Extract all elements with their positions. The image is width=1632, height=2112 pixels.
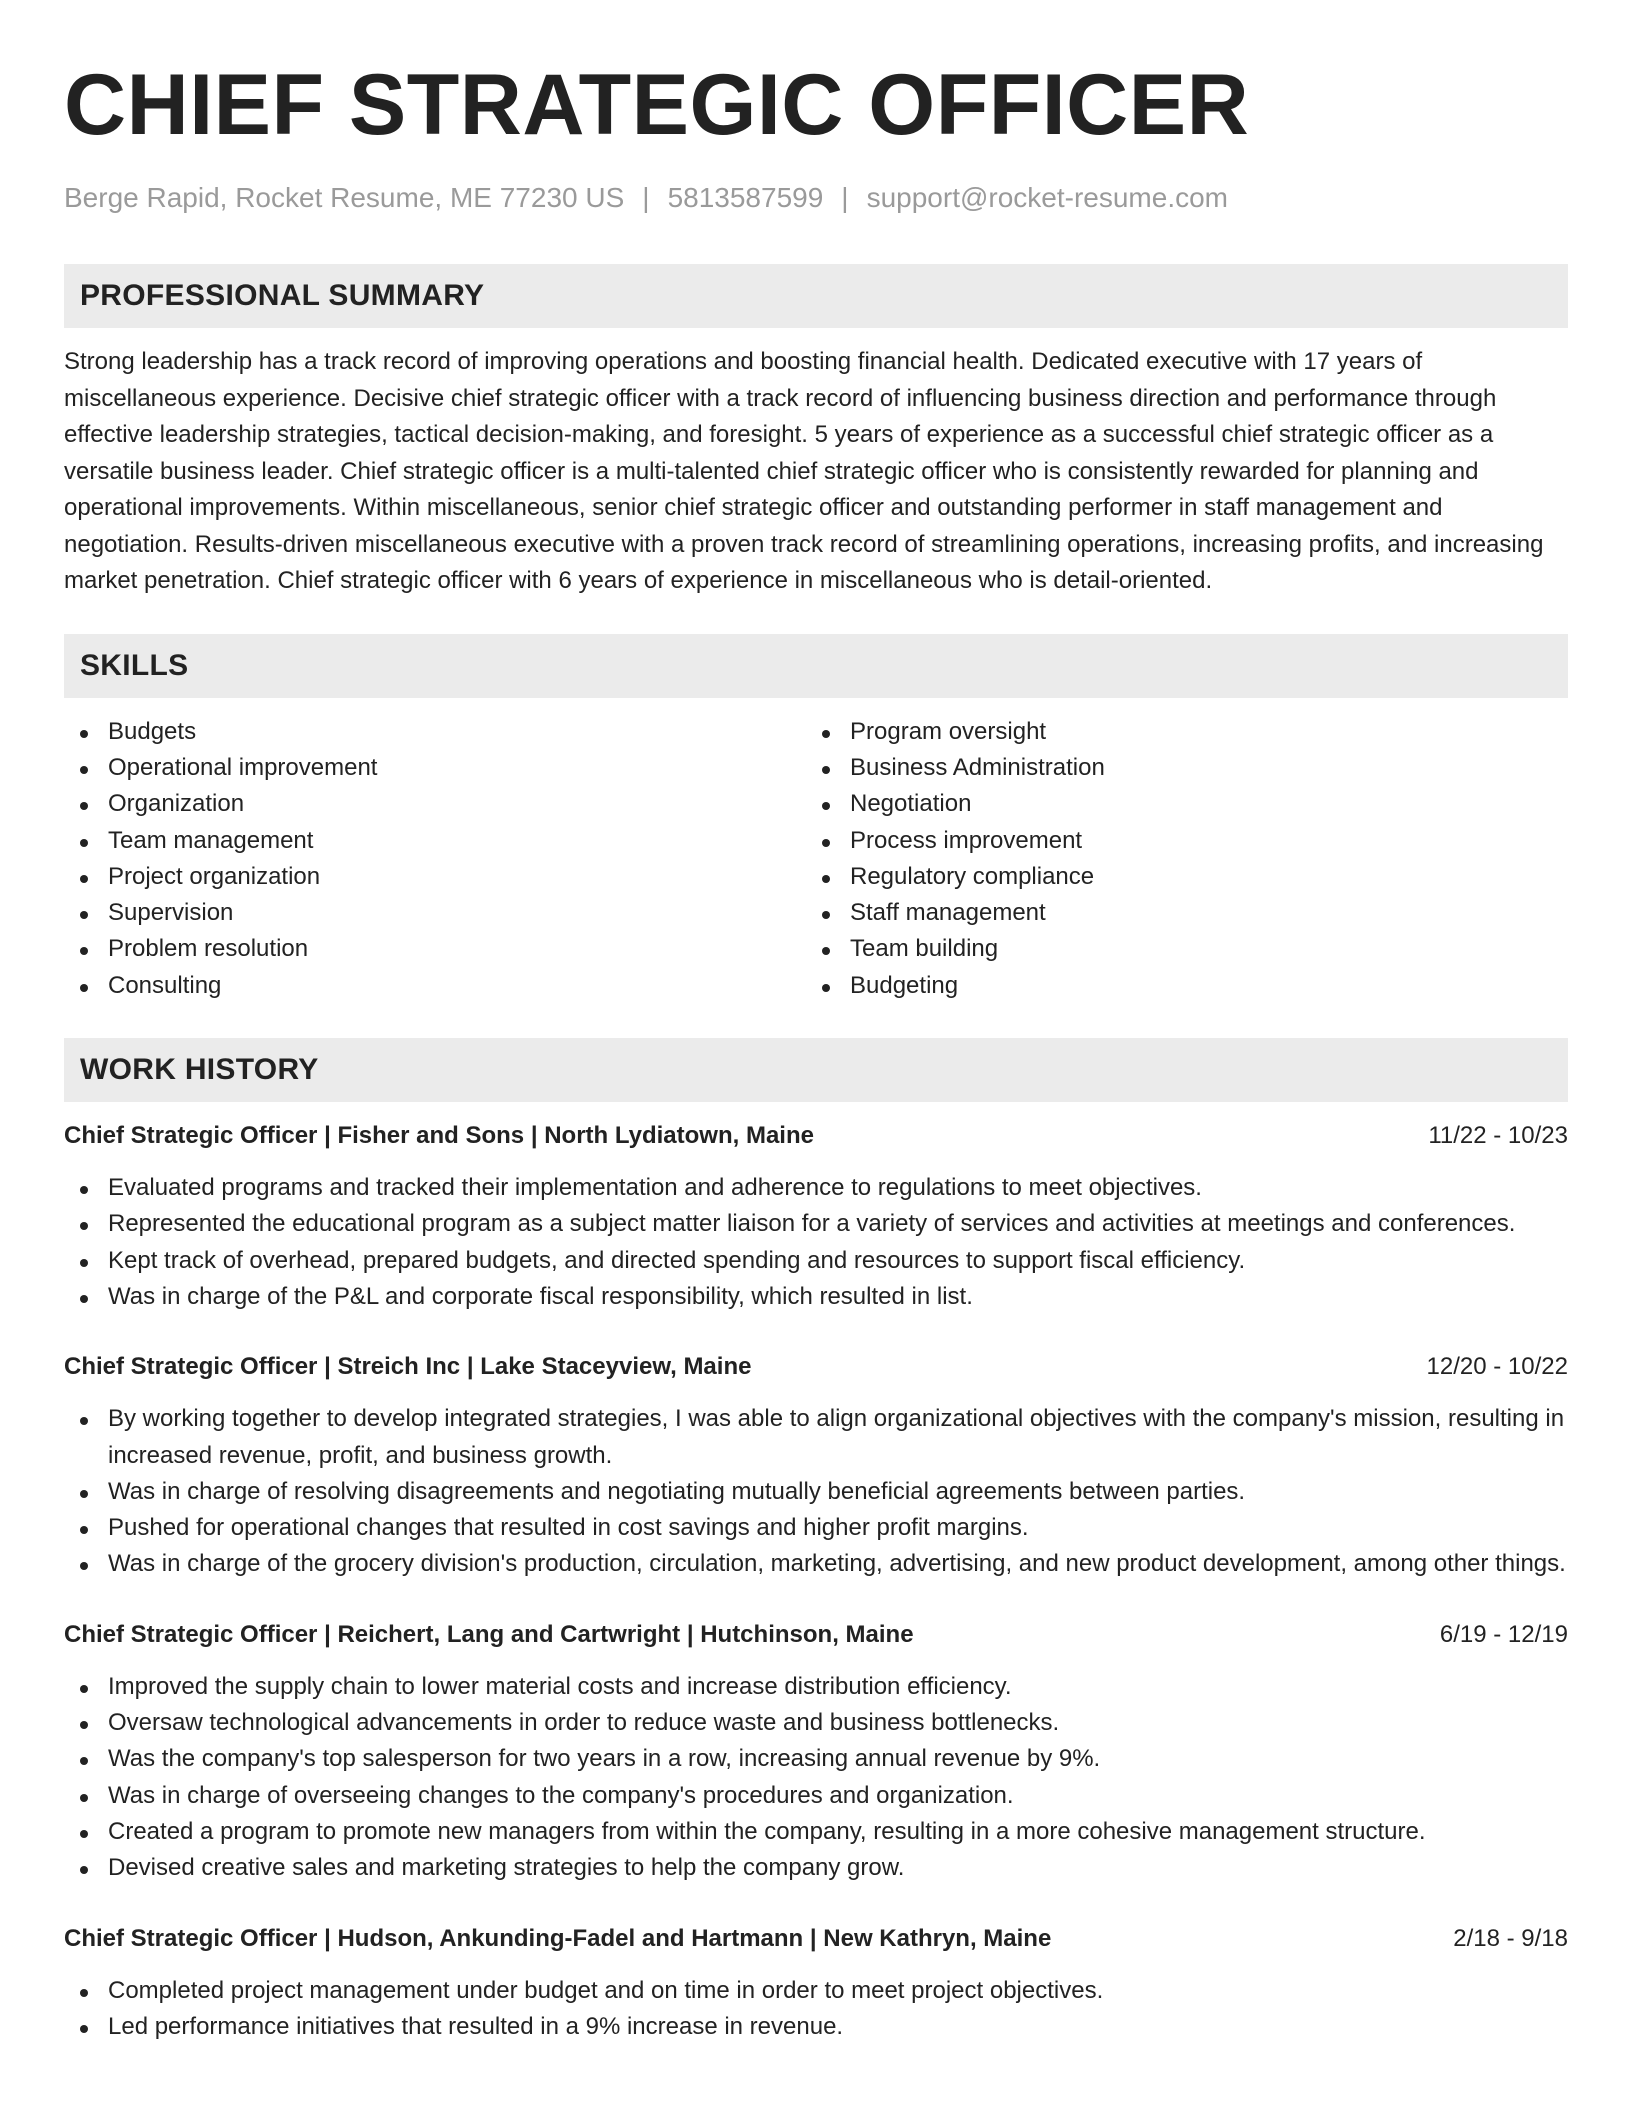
job-bullet: Evaluated programs and tracked their implementation and adherence to regulations to meet objectives. — [64, 1170, 1568, 1206]
job-dates: 11/22 - 10/23 — [1428, 1122, 1568, 1150]
skill-item: Problem resolution — [64, 931, 806, 967]
job-bullet: Was in charge of overseeing changes to the company's procedures and organization. — [64, 1778, 1568, 1814]
contact-address: Berge Rapid, Rocket Resume, ME 77230 US — [64, 181, 625, 213]
job-title: Chief Strategic Officer | Streich Inc | Lake Staceyview, Maine — [64, 1353, 752, 1381]
job-bullet: Kept track of overhead, prepared budgets, and directed spending and resources to support fiscal efficiency. — [64, 1243, 1568, 1279]
skill-item: Budgeting — [806, 968, 1548, 1004]
job-bullet: Created a program to promote new managers from within the company, resulting in a more cohesive management structure. — [64, 1814, 1568, 1850]
skill-item: Project organization — [64, 859, 806, 895]
contact-phone: 5813587599 — [667, 181, 824, 213]
section-heading-summary: PROFESSIONAL SUMMARY — [64, 264, 1568, 328]
job-bullet: Was the company's top salesperson for two years in a row, increasing annual revenue by 9%. — [64, 1741, 1568, 1777]
summary-paragraph: Strong leadership has a track record of improving operations and boosting financial health. Dedicated executive with 17 years of miscellaneous experience. Decisive chief strategic officer with a track record of influencing business direction and performance through effective leadership strategies, tactical decision-making, and foresight. 5 years of experience as a successful chief strategic officer as a versatile business leader. Chief strategic officer is a multi-talented chief strategic officer who is consistently rewarded for planning and operational improvements. Within miscellaneous, senior chief strategic officer and outstanding performer in staff management and negotiation. Results-driven miscellaneous executive with a proven track record of streamlining operations, increasing profits, and increasing market penetration. Chief strategic officer with 6 years of experience in miscellaneous who is detail-oriented. — [64, 348, 1544, 595]
job-entry — [64, 1921, 1568, 2046]
job-dates: 12/20 - 10/22 — [1426, 1353, 1568, 1381]
job-entry — [64, 1118, 1568, 1315]
job-header — [64, 1921, 1568, 1957]
job-bullet: Was in charge of resolving disagreements and negotiating mutually beneficial agreements between parties. — [64, 1474, 1568, 1510]
job-bullets — [64, 1170, 1568, 1315]
job-bullet: Devised creative sales and marketing strategies to help the company grow. — [64, 1850, 1568, 1886]
resume-title: CHIEF STRATEGIC OFFICER — [64, 57, 1250, 153]
job-bullet: Improved the supply chain to lower material costs and increase distribution efficiency. — [64, 1669, 1568, 1705]
job-entry — [64, 1349, 1568, 1582]
job-bullets — [64, 1401, 1568, 1582]
contact-line — [64, 181, 1568, 215]
job-bullets — [64, 1973, 1568, 2046]
skill-item: Operational improvement — [64, 750, 806, 786]
skill-item: Business Administration — [806, 750, 1548, 786]
skill-item: Staff management — [806, 895, 1548, 931]
skills-list — [64, 714, 1568, 1004]
job-bullet: Completed project management under budget and on time in order to meet project objectives. — [64, 1973, 1568, 2009]
section-heading-skills: SKILLS — [64, 634, 1568, 698]
job-header — [64, 1617, 1568, 1653]
skill-item: Organization — [64, 786, 806, 822]
job-header — [64, 1349, 1568, 1385]
job-dates: 6/19 - 12/19 — [1439, 1620, 1568, 1648]
skill-item: Team building — [806, 931, 1548, 967]
contact-separator: | — [642, 181, 650, 213]
job-header — [64, 1118, 1568, 1154]
skill-item: Negotiation — [806, 786, 1548, 822]
skill-item: Budgets — [64, 714, 806, 750]
contact-separator: | — [841, 181, 849, 213]
job-bullet: By working together to develop integrated strategies, I was able to align organizational objectives with the company's mission, resulting in increased revenue, profit, and business growth. — [64, 1401, 1568, 1474]
job-title: Chief Strategic Officer | Reichert, Lang and Cartwright | Hutchinson, Maine — [64, 1620, 914, 1648]
job-bullet: Led performance initiatives that resulted in a 9% increase in revenue. — [64, 2009, 1568, 2045]
job-bullet: Pushed for operational changes that resulted in cost savings and higher profit margins. — [64, 1510, 1568, 1546]
skills-column-left — [64, 714, 806, 1004]
contact-email: support@rocket-resume.com — [866, 181, 1229, 213]
skill-item: Regulatory compliance — [806, 859, 1548, 895]
job-bullet: Represented the educational program as a subject matter liaison for a variety of services and activities at meetings and conferences. — [64, 1206, 1568, 1242]
job-dates: 2/18 - 9/18 — [1453, 1924, 1568, 1952]
skill-item: Consulting — [64, 968, 806, 1004]
skill-item: Supervision — [64, 895, 806, 931]
job-title: Chief Strategic Officer | Fisher and Sons | North Lydiatown, Maine — [64, 1122, 814, 1150]
job-entry — [64, 1617, 1568, 1887]
job-bullet: Was in charge of the grocery division's production, circulation, marketing, advertising, and new product development, among other things. — [64, 1546, 1568, 1582]
skill-item: Program oversight — [806, 714, 1548, 750]
job-bullet: Oversaw technological advancements in order to reduce waste and business bottlenecks. — [64, 1705, 1568, 1741]
section-heading-work-history: WORK HISTORY — [64, 1038, 1568, 1102]
job-title: Chief Strategic Officer | Hudson, Ankunding-Fadel and Hartmann | New Kathryn, Maine — [64, 1924, 1052, 1952]
job-bullets — [64, 1669, 1568, 1887]
job-bullet: Was in charge of the P&L and corporate fiscal responsibility, which resulted in list. — [64, 1279, 1568, 1315]
skill-item: Process improvement — [806, 823, 1548, 859]
skill-item: Team management — [64, 823, 806, 859]
skills-column-right — [806, 714, 1548, 1004]
